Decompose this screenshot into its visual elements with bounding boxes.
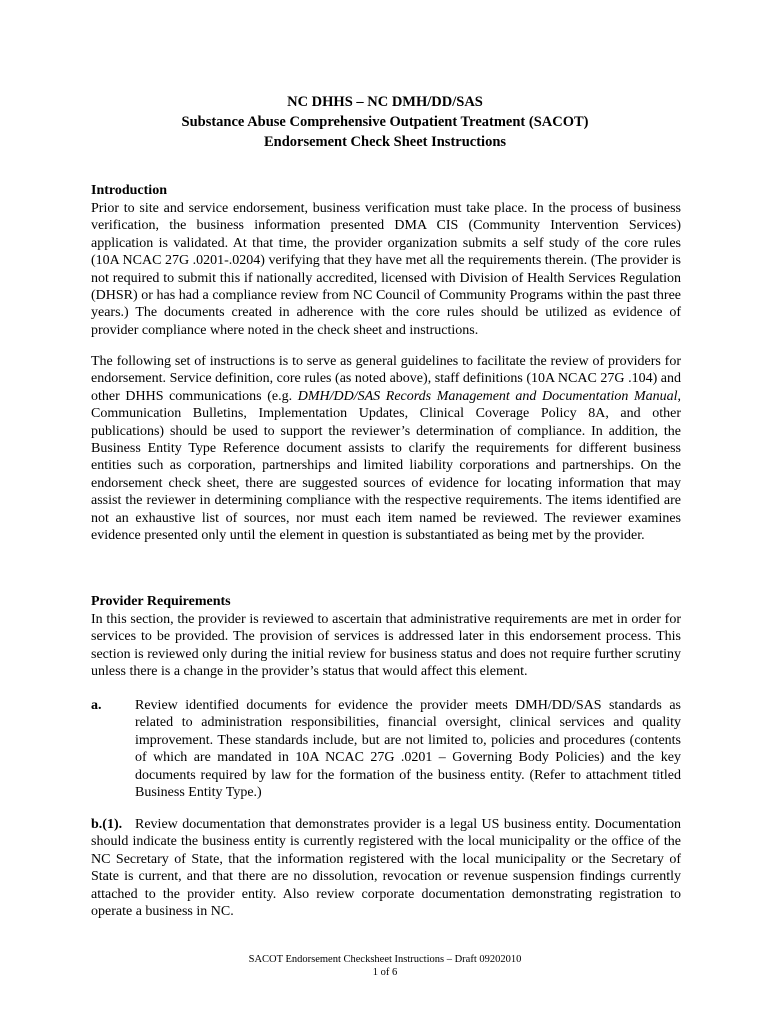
introduction-heading: Introduction (91, 183, 167, 198)
title-line-3: Endorsement Check Sheet Instructions (263, 134, 507, 150)
provider-requirements-heading: Provider Requirements (91, 594, 231, 609)
page-footer (0, 953, 770, 979)
item-b1-label: b.(1). (91, 817, 123, 832)
item-a-label: a. (91, 698, 102, 713)
introduction-paragraph-2 (91, 353, 681, 544)
introduction-paragraph-2-start: The following set of instructions is to serve as general guidelines to facilitate the review of providers for endorsement. Service definition, core rules (as noted above), staff definitions (10A NCAC 27G .104) and other DHHS communications (e.g. (91, 354, 681, 404)
introduction-paragraph-1: Prior to site and service endorsement, business verification must take place. In the process of business verification, the business information presented DMA CIS (Community Intervention Services) application is validated. At that time, the provider organization submits a self study of the core rules (10A NCAC 27G .0201-.0204) verifying that they have met all the requirements therein. (The provider is not required to submit this if nationally accredited, licensed with Division of Health Services Regulation (DHSR) or has had a compliance review from NC Council of Community Programs within the past three years.) The documents created in adherence with the core rules should be utilized as evidence of provider compliance where noted in the check sheet and instructions. (91, 201, 681, 338)
title-line-2: Substance Abuse Comprehensive Outpatient Treatment (SACOT) (181, 114, 589, 130)
footer-page-number: 1 of 6 (372, 967, 398, 978)
introduction-paragraph-2-end: , Communication Bulletins, Implementation Updates, Clinical Coverage Policy 8A, and other publications) should be used to support the reviewer’s determination of compliance. In addition, the Business Entity Type Reference document assists to clarify the requirements for different business entities such as corporation, partnerships and limited liability corporations and partnerships. On the endorsement check sheet, there are suggested sources of evidence for locating information that may assist the reviewer in determining compliance with the respective requirements. The items identified are not an exhaustive list of sources, nor must each item named be reviewed. The reviewer examines evidence presented only until the element in question is substantiated as being met by the provider. (91, 388, 682, 544)
item-a-text: Review identified documents for evidence the provider meets DMH/DD/SAS standards as related to administration responsibilities, financial oversight, clinical services and quality improvement. These standards include, but are not limited to, policies and procedures (contents of which are mandated in 10A NCAC 27G .0201 – Governing Body Policies) and the key documents required by law for the formation of the business entity. (Refer to attachment titled Business Entity Type.) (135, 698, 681, 801)
title-line-1: NC DHHS – NC DMH/DD/SAS (287, 94, 483, 110)
footer-document-name: SACOT Endorsement Checksheet Instructions – Draft 09202010 (248, 954, 522, 965)
records-manual-title: DMH/DD/SAS Records Management and Documentation Manual (297, 388, 678, 404)
item-b1-text-content: Review documentation that demonstrates provider is a legal US business entity. Documentation should indicate the business entity is currently registered with the local municipality or the office of the NC Secretary of State, that the information registered with the local municipality or the Secretary of State is current, and that there are no dissolution, revocation or revenue suspension findings currently attached to the provider entity. Also review corporate documentation demonstrating registration to operate a business in NC. (91, 817, 681, 920)
item-b1-text (91, 816, 681, 920)
document-title-block (0, 92, 770, 152)
provider-requirements-paragraph: In this section, the provider is reviewed to ascertain that administrative requirements are met in order for services to be provided. The provision of services is addressed later in this endorsement process. This section is reviewed only during the initial review for business status and does not require further scrutiny unless there is a change in the provider’s status that would affect this element. (91, 612, 681, 680)
